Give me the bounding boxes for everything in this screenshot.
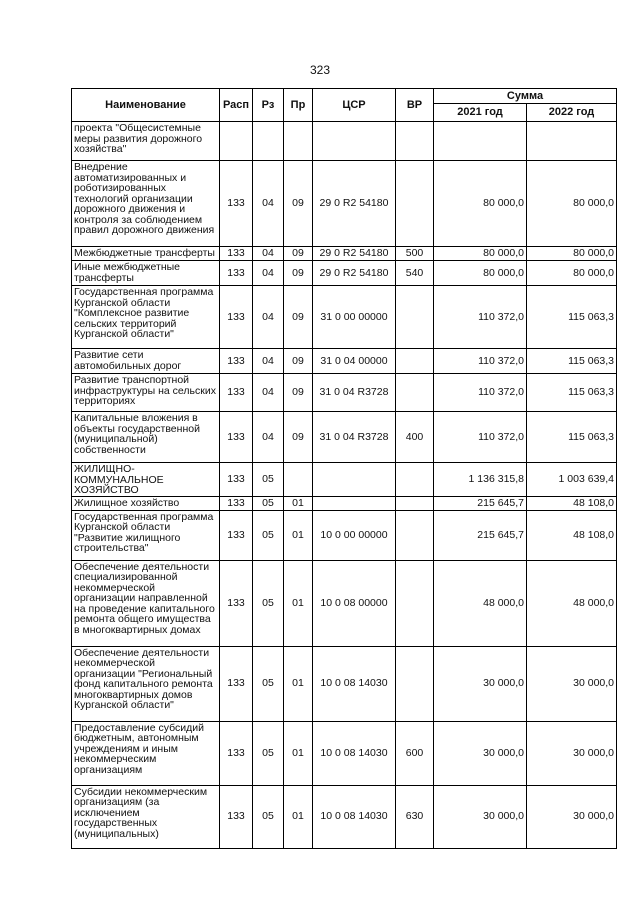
cell-csr: 29 0 R2 54180 (313, 247, 396, 261)
cell-y2021: 110 372,0 (434, 349, 527, 374)
cell-y2022 (527, 122, 617, 161)
cell-name: Капитальные вложения в объекты государственной (муниципальной) собственности (72, 412, 220, 463)
table-row (72, 412, 617, 463)
cell-y2021: 110 372,0 (434, 286, 527, 349)
cell-vr: 500 (396, 247, 434, 261)
cell-rz: 04 (253, 247, 284, 261)
header-2021: 2021 год (434, 104, 527, 122)
header-2022: 2022 год (527, 104, 617, 122)
cell-y2022: 115 063,3 (527, 374, 617, 412)
cell-vr (396, 286, 434, 349)
cell-rasp: 133 (220, 721, 253, 785)
cell-rz: 05 (253, 646, 284, 721)
cell-name: Государственная программа Курганской области "Комплексное развитие сельских территорий Курганской области" (72, 286, 220, 349)
cell-y2022: 1 003 639,4 (527, 463, 617, 497)
cell-rasp: 133 (220, 646, 253, 721)
cell-y2022: 80 000,0 (527, 247, 617, 261)
cell-pr: 01 (284, 785, 313, 848)
table-row (72, 349, 617, 374)
cell-y2021: 110 372,0 (434, 374, 527, 412)
cell-rasp: 133 (220, 247, 253, 261)
cell-vr (396, 122, 434, 161)
cell-pr: 09 (284, 286, 313, 349)
cell-rasp: 133 (220, 510, 253, 560)
cell-y2022: 48 108,0 (527, 496, 617, 510)
cell-vr (396, 646, 434, 721)
cell-rasp: 133 (220, 560, 253, 646)
cell-name: ЖИЛИЩНО-КОММУНАЛЬНОЕ ХОЗЯЙСТВО (72, 463, 220, 497)
cell-csr (313, 496, 396, 510)
cell-name: Развитие транспортной инфраструктуры на сельских территориях (72, 374, 220, 412)
cell-csr: 31 0 04 R3728 (313, 374, 396, 412)
cell-vr: 540 (396, 261, 434, 286)
header-vr: ВР (396, 89, 434, 122)
cell-y2021: 215 645,7 (434, 496, 527, 510)
cell-pr: 09 (284, 412, 313, 463)
table-row (72, 247, 617, 261)
cell-y2022: 48 000,0 (527, 560, 617, 646)
cell-rz: 05 (253, 560, 284, 646)
cell-rasp: 133 (220, 412, 253, 463)
cell-rasp: 133 (220, 374, 253, 412)
cell-pr: 01 (284, 560, 313, 646)
table-row (72, 785, 617, 848)
table-body (72, 122, 617, 849)
cell-pr: 09 (284, 349, 313, 374)
cell-y2022: 80 000,0 (527, 161, 617, 247)
cell-y2021: 30 000,0 (434, 785, 527, 848)
cell-pr (284, 463, 313, 497)
cell-csr: 31 0 04 00000 (313, 349, 396, 374)
cell-y2022: 30 000,0 (527, 721, 617, 785)
cell-vr (396, 510, 434, 560)
cell-rz: 05 (253, 496, 284, 510)
table-row (72, 510, 617, 560)
cell-pr: 01 (284, 646, 313, 721)
header-pr: Пр (284, 89, 313, 122)
cell-csr: 10 0 08 00000 (313, 560, 396, 646)
cell-y2022: 48 108,0 (527, 510, 617, 560)
cell-csr: 10 0 08 14030 (313, 721, 396, 785)
header-csr: ЦСР (313, 89, 396, 122)
table-row (72, 161, 617, 247)
cell-rz: 04 (253, 412, 284, 463)
cell-y2021: 1 136 315,8 (434, 463, 527, 497)
cell-vr (396, 463, 434, 497)
cell-name: Межбюджетные трансферты (72, 247, 220, 261)
cell-vr (396, 560, 434, 646)
cell-csr: 10 0 08 14030 (313, 785, 396, 848)
cell-pr: 09 (284, 374, 313, 412)
table-row (72, 646, 617, 721)
cell-y2021: 30 000,0 (434, 721, 527, 785)
cell-rz: 04 (253, 161, 284, 247)
table-row (72, 463, 617, 497)
cell-name: проекта "Общесистемные меры развития дорожного хозяйства" (72, 122, 220, 161)
cell-vr (396, 161, 434, 247)
header-summa: Сумма (434, 89, 617, 104)
cell-rz: 05 (253, 463, 284, 497)
cell-vr: 600 (396, 721, 434, 785)
cell-y2021: 80 000,0 (434, 247, 527, 261)
page-number: 323 (309, 63, 331, 77)
cell-rz: 04 (253, 349, 284, 374)
cell-y2022: 80 000,0 (527, 261, 617, 286)
cell-name: Развитие сети автомобильных дорог (72, 349, 220, 374)
header-rz: Рз (253, 89, 284, 122)
cell-pr: 01 (284, 510, 313, 560)
cell-name: Внедрение автоматизированных и роботизированных технологий организации дорожного движения и контроля за соблюдением правил дорожного движения (72, 161, 220, 247)
cell-csr: 29 0 R2 54180 (313, 161, 396, 247)
budget-table (71, 88, 617, 849)
table-row (72, 122, 617, 161)
cell-name: Иные межбюджетные трансферты (72, 261, 220, 286)
cell-y2021: 110 372,0 (434, 412, 527, 463)
cell-vr (396, 349, 434, 374)
cell-pr: 09 (284, 161, 313, 247)
cell-rasp (220, 122, 253, 161)
cell-y2021: 215 645,7 (434, 510, 527, 560)
cell-rz: 05 (253, 721, 284, 785)
cell-vr (396, 496, 434, 510)
table-row (72, 721, 617, 785)
cell-rasp: 133 (220, 463, 253, 497)
table-row (72, 496, 617, 510)
cell-name: Государственная программа Курганской области "Развитие жилищного строительства" (72, 510, 220, 560)
cell-pr: 01 (284, 496, 313, 510)
cell-y2022: 115 063,3 (527, 412, 617, 463)
cell-name: Обеспечение деятельности специализированной некоммерческой организации направленной на проведение капитального ремонта общего имущества в многоквартирных домах (72, 560, 220, 646)
cell-pr: 01 (284, 721, 313, 785)
cell-csr: 10 0 00 00000 (313, 510, 396, 560)
cell-name: Предоставление субсидий бюджетным, автономным учреждениям и иным некоммерческим организациям (72, 721, 220, 785)
cell-csr: 31 0 04 R3728 (313, 412, 396, 463)
cell-y2021: 30 000,0 (434, 646, 527, 721)
cell-name: Обеспечение деятельности некоммерческой организации "Региональный фонд капитального ремонта многоквартирных домов Курганской области" (72, 646, 220, 721)
cell-name: Субсидии некоммерческим организациям (за исключением государственных (муниципальных) (72, 785, 220, 848)
cell-y2022: 30 000,0 (527, 646, 617, 721)
cell-rasp: 133 (220, 349, 253, 374)
cell-y2021: 80 000,0 (434, 261, 527, 286)
cell-y2021 (434, 122, 527, 161)
cell-pr (284, 122, 313, 161)
cell-csr: 31 0 00 00000 (313, 286, 396, 349)
cell-rasp: 133 (220, 785, 253, 848)
cell-csr (313, 122, 396, 161)
cell-csr: 29 0 R2 54180 (313, 261, 396, 286)
cell-name: Жилищное хозяйство (72, 496, 220, 510)
cell-rz: 04 (253, 286, 284, 349)
cell-pr: 09 (284, 261, 313, 286)
cell-vr (396, 374, 434, 412)
cell-pr: 09 (284, 247, 313, 261)
cell-rz (253, 122, 284, 161)
cell-rz: 05 (253, 785, 284, 848)
cell-y2022: 30 000,0 (527, 785, 617, 848)
cell-rasp: 133 (220, 286, 253, 349)
cell-rasp: 133 (220, 496, 253, 510)
table-row (72, 560, 617, 646)
cell-rasp: 133 (220, 161, 253, 247)
header-name: Наименование (72, 89, 220, 122)
cell-rz: 04 (253, 261, 284, 286)
cell-y2021: 80 000,0 (434, 161, 527, 247)
table-row (72, 374, 617, 412)
cell-y2022: 115 063,3 (527, 286, 617, 349)
cell-vr: 630 (396, 785, 434, 848)
cell-vr: 400 (396, 412, 434, 463)
cell-csr: 10 0 08 14030 (313, 646, 396, 721)
header-rasp: Расп (220, 89, 253, 122)
cell-y2021: 48 000,0 (434, 560, 527, 646)
table-row (72, 286, 617, 349)
cell-rz: 04 (253, 374, 284, 412)
cell-rz: 05 (253, 510, 284, 560)
cell-y2022: 115 063,3 (527, 349, 617, 374)
cell-rasp: 133 (220, 261, 253, 286)
cell-csr (313, 463, 396, 497)
table-row (72, 261, 617, 286)
